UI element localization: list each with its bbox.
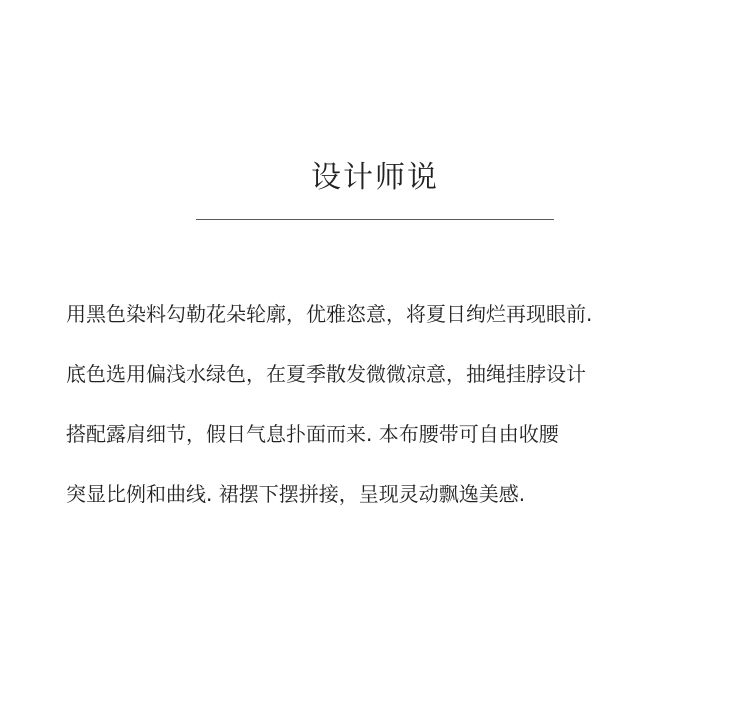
description-paragraph <box>66 294 706 534</box>
description-line-4: 突显比例和曲线. 裙摆下摆拼接，呈现灵动飘逸美感. <box>66 482 526 506</box>
description-line-2: 底色选用偏浅水绿色，在夏季散发微微凉意，抽绳挂脖设计 <box>66 362 586 386</box>
section-title: 设计师说 <box>311 160 439 195</box>
title-divider <box>196 219 554 220</box>
description-line-3: 搭配露肩细节，假日气息扑面而来. 本布腰带可自由收腰 <box>66 422 559 446</box>
description-line-1: 用黑色染料勾勒花朵轮廓，优雅恣意，将夏日绚烂再现眼前. <box>66 302 593 326</box>
